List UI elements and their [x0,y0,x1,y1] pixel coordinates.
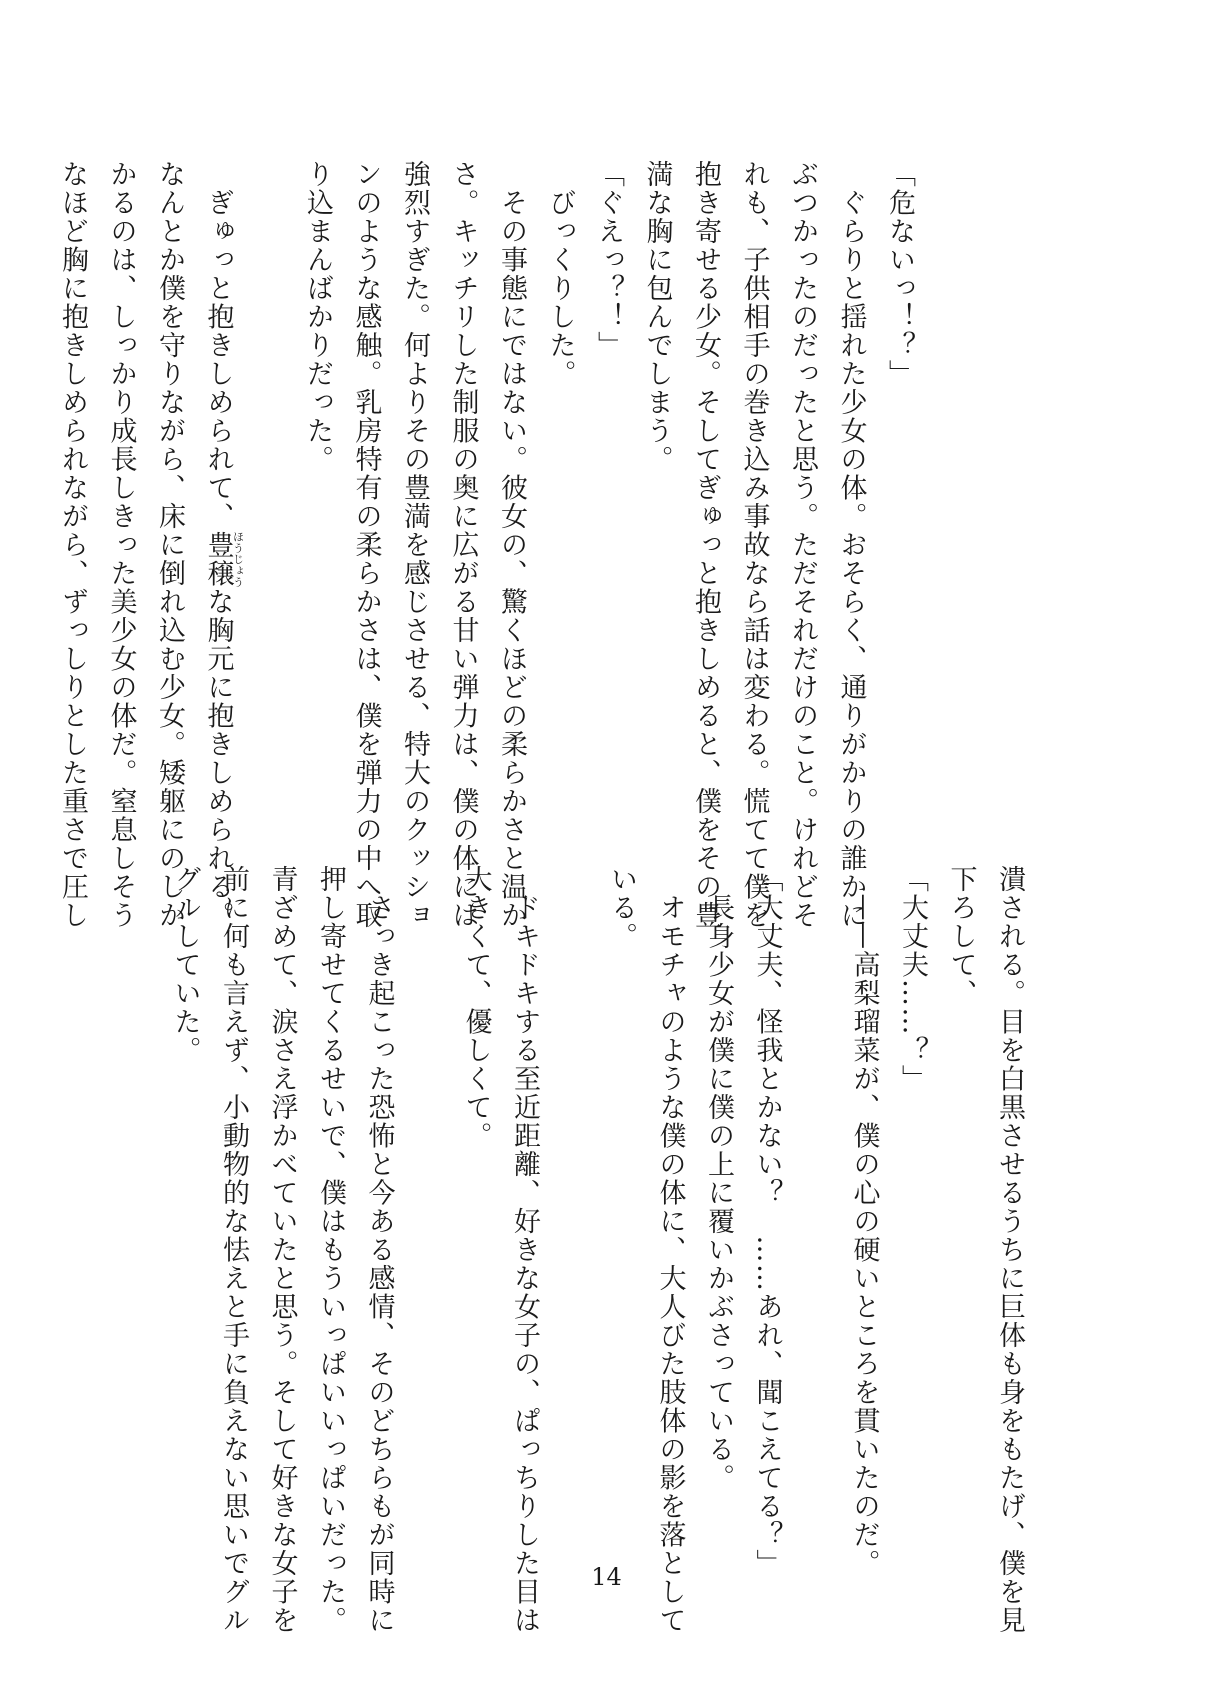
text-line: いる。 [606,865,637,951]
blank-line [403,865,452,1505]
text-line: 青ざめて、涙さえ浮かべていたと思う。そして好きな女子を [266,865,298,1635]
text-line: なほど胸に抱きしめられながら、ずっしりとした重さで圧し [57,160,88,930]
text-line: れも、子供相手の巻き込み事故なら話は変わる。慌てて僕を [738,160,770,930]
text-line: 「大丈夫……？」 [897,865,928,1093]
ruby-annotation [202,530,245,588]
ruby-reading: ほうじょう [231,530,245,588]
blank-line [791,865,840,1505]
page-number: 14 [591,1563,622,1591]
text-line: 抱き寄せる少女。そしてぎゅっと抱きしめると、僕をその豊 [690,160,721,930]
blank-line [244,160,293,800]
text-line: オモチャのような僕の体に、大人びた肢体の影を落として [654,865,686,1635]
blank-line [548,865,597,1505]
text-line: 下ろして、 [945,865,977,1008]
text-line: さ。キッチリした制服の奥に広がる甘い弾力は、僕の体には [447,160,479,930]
text-line: 満な胸に包んでしまう。 [641,160,673,474]
text-line: なんとか僕を守りながら、床に倒れ込む少女。矮躯にのしか [154,160,185,930]
text-line: 大きくて、優しくて。 [460,865,492,1150]
text-line: 長身少女が僕に僕の上に覆いかぶさっている。 [703,865,734,1492]
text-line: その事態にではない。彼女の、驚くほどの柔らかさと温か [496,160,527,930]
text-line: ぶつかったのだったと思う。ただそれだけのこと。けれどそ [787,160,818,930]
text-line: グルしていた。 [169,865,201,1065]
text-line: ンのような感触。乳房特有の柔らかさは、僕を弾力の中へ取 [350,160,382,930]
text-line: ぐらりと揺れた少女の体。おそらく、通りがかりの誰かに [835,160,867,930]
text-line: 前に何も言えず、小動物的な怯えと手に負えない思いでグル [218,865,249,1635]
text-line: 強烈すぎた。何よりその豊満を感じさせる、特大のクッショ [399,160,430,930]
text-line: 押し寄せてくるせいで、僕はもういっぱいいっぱいだった。 [315,865,346,1635]
text-line: り込まんばかりだった。 [302,160,333,474]
text-line: ——高梨瑠菜が、僕の心の硬いところを貫いたのだ。 [848,865,880,1578]
text-line: さっき起こった恐怖と今ある感情、そのどちらもが同時に [363,865,395,1635]
text-line-with-ruby [193,160,245,930]
text-segment: ぎゅっと抱きしめられて、 [202,160,234,531]
text-line: 「ぐえっ？！」 [593,160,624,360]
text-segment: な胸元に抱きしめられる。 [202,587,234,930]
text-line: かるのは、しっかり成長しきった美少女の体だ。窒息しそう [105,160,137,930]
ruby-base: 豊穣 [202,530,234,588]
text-line: 潰される。目を白黒させるうちに巨体も身をもたげ、僕を見 [994,865,1025,1635]
text-line: 「大丈夫、怪我とかない？ ……あれ、聞こえてる？」 [751,865,783,1578]
text-line: ドキドキする至近距離、好きな女子の、ぱっちりした目は [509,865,540,1635]
text-line: びっくりした。 [544,160,576,388]
text-line: 「危ないっ！？」 [884,160,915,388]
